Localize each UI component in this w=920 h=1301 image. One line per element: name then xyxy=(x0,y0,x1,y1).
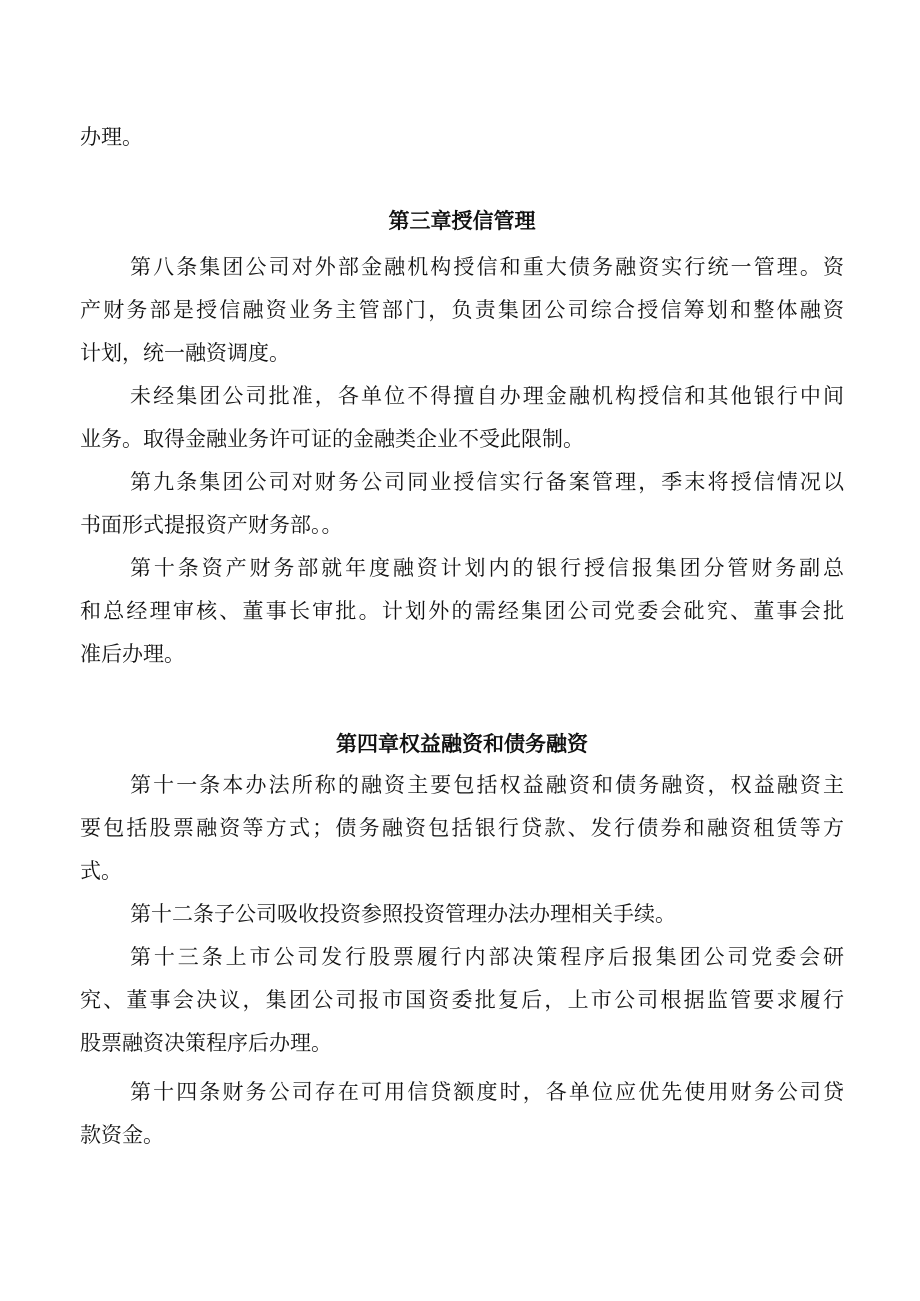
paragraph-line: 未经集团公司批准，各单位不得擅自办理金融机构授信和其他银行中间 xyxy=(130,384,844,408)
paragraph-line: 业务。取得金融业务许可证的金融类企业不受此限制。 xyxy=(80,427,584,451)
paragraph-line: 准后办理。 xyxy=(80,642,185,666)
paragraph-line: 第十三条上市公司发行股票履行内部决策程序后报集团公司党委会研 xyxy=(130,945,844,969)
paragraph-line: 和总经理审核、董事长审批。计划外的需经集团公司党委会砒究、董事会批 xyxy=(80,599,844,623)
paragraph-line: 产财务部是授信融资业务主管部门，负责集团公司综合授信筹划和整体融资 xyxy=(80,298,844,322)
paragraph-line: 第十一条本办法所称的融资主要包括权益融资和债务融资，权益融资主 xyxy=(130,773,844,797)
chapter-4-heading: 第四章权益融资和债务融资 xyxy=(336,732,588,756)
paragraph-line: 式。 xyxy=(80,859,122,883)
chapter-3-heading: 第三章授信管理 xyxy=(388,209,536,233)
paragraph-line: 第十二条子公司吸收投资参照投资管理办法办理相关手续。 xyxy=(130,902,676,926)
paragraph-line: 究、董事会决议，集团公司报市国资委批复后，上市公司根据监管要求履行 xyxy=(80,988,844,1012)
paragraph-line: 第十四条财务公司存在可用信贷额度时，各单位应优先使用财务公司贷 xyxy=(130,1080,844,1104)
paragraph-line: 股票融资决策程序后办理。 xyxy=(80,1031,332,1055)
continuation-line: 办理。 xyxy=(80,125,143,149)
paragraph-line: 计划，统一融资调度。 xyxy=(80,341,290,365)
paragraph-line: 第十条资产财务部就年度融资计划内的银行授信报集团分管财务副总 xyxy=(130,556,844,580)
paragraph-line: 第九条集团公司对财务公司同业授信实行备案管理，季末将授信情况以 xyxy=(130,470,844,494)
paragraph-line: 书面形式提报资产财务部。。 xyxy=(80,513,343,537)
paragraph-line: 款资金。 xyxy=(80,1123,164,1147)
paragraph-line: 第八条集团公司对外部金融机构授信和重大债务融资实行统一管理。资 xyxy=(130,255,844,279)
paragraph-line: 要包括股票融资等方式；债务融资包括银行贷款、发行债券和融资租赁等方 xyxy=(80,816,844,840)
